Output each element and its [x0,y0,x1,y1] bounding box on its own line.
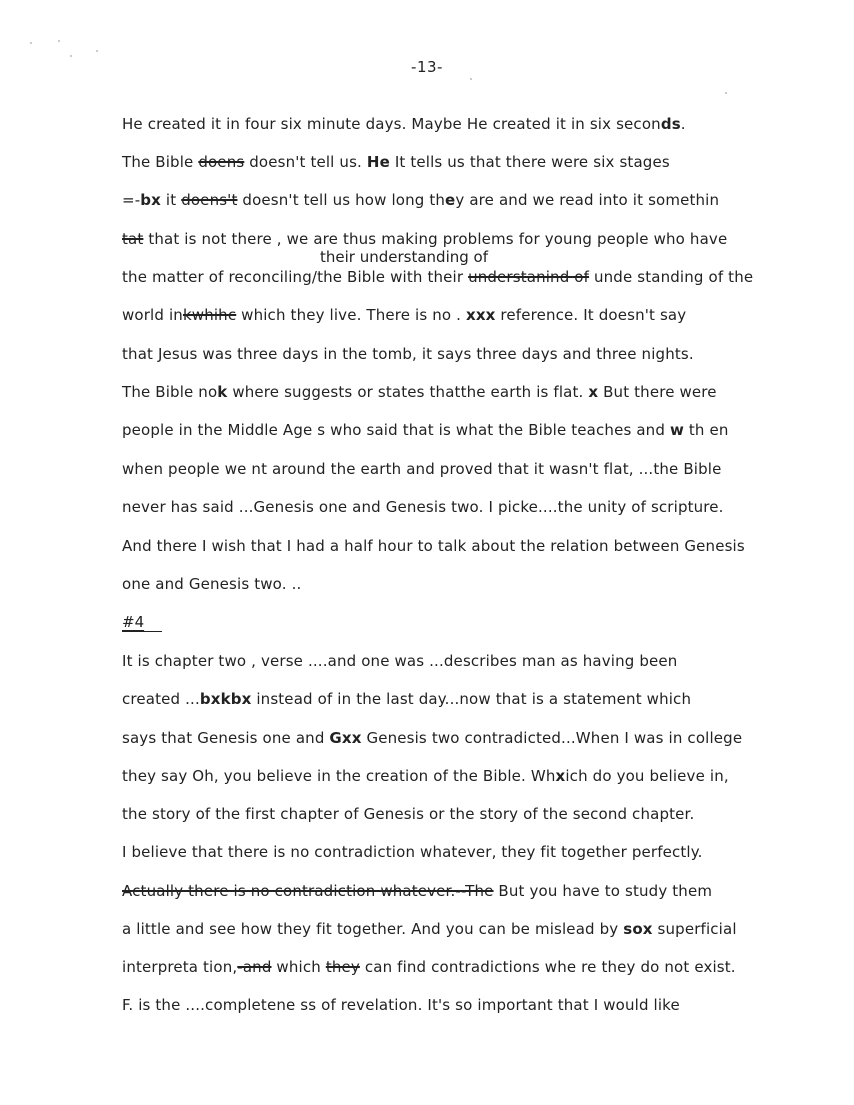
text-line-3: =-bx it doens't doesn't tell us how long they are and we read into it somethin [122,191,720,209]
text-line-21: a little and see how they fit together. And you can be mislead by sox superficial [122,920,737,938]
handwritten-insertion: their understanding of [320,248,488,266]
text-line-22: interpreta tion,-and which they can find contradictions whe re they do not exist. [122,958,736,976]
text-line-20: Actually there is no contradiction whatever.--The But you have to study them [122,882,713,900]
scan-speck [30,42,32,44]
overtyped-text: bxkbx [199,690,252,708]
text-line-8: The Bible nok where suggests or states thatthe earth is flat. x But there were [122,383,717,401]
text-line-5: the matter of reconciling/the Bible with their understanind of unde standing of the [122,268,754,286]
overtyped-text: bx [140,191,161,209]
struck-text: kwhihc [182,306,237,324]
struck-text: -and [237,958,272,976]
text-line-9: people in the Middle Age s who said that is what the Bible teaches and w th en [122,421,729,439]
text-line-2: The Bible doens doesn't tell us. He It tells us that there were six stages [122,153,670,171]
overtyped-text: k [217,383,228,401]
struck-text: doens [198,153,245,171]
text-line-15: created ...bxkbx instead of in the last day...now that is a statement which [122,690,692,708]
scan-speck [96,50,98,52]
overtyped-text: xxx [466,306,496,324]
text-line-19: I believe that there is no contradiction whatever, they fit together perfectly. [122,843,703,861]
scan-speck [470,78,472,80]
text-line-10: when people we nt around the earth and proved that it wasn't flat, ...the Bible [122,460,722,478]
text-line-14: It is chapter two , verse ....and one was ...describes man as having been [122,652,678,670]
text-line-1: He created it in four six minute days. Maybe He created it in six seconds. [122,115,686,133]
text-line-23: F. is the ....completene ss of revelation. It's so important that I would like [122,996,680,1014]
overtyped-text: e [445,191,456,209]
struck-text: they [325,958,360,976]
scan-speck [70,55,72,57]
struck-text: Actually there is no contradiction whatever.--The [122,882,494,900]
struck-text: understanind of [468,268,590,286]
text-line-4: tat that is not there , we are thus making problems for young people who have [122,230,728,248]
page-number: -13- [411,58,443,76]
overtyped-text: sox [623,920,653,938]
text-line-16: says that Genesis one and Gxx Genesis two contradicted...When I was in college [122,729,743,747]
overtyped-text: x [588,383,599,401]
text-line-11: never has said ...Genesis one and Genesis two. I picke....the unity of scripture. [122,498,724,516]
section-marker: #4 [122,613,145,631]
scan-speck [58,40,60,42]
text-line-18: the story of the first chapter of Genesis or the story of the second chapter. [122,805,695,823]
overtyped-text: Gxx [329,729,362,747]
struck-text: doens't [181,191,238,209]
section-underline [122,631,162,632]
text-line-7: that Jesus was three days in the tomb, it says three days and three nights. [122,345,694,363]
overtyped-text: x [555,767,566,785]
text-line-17: they say Oh, you believe in the creation of the Bible. Whxich do you believe in, [122,767,729,785]
overtyped-text: He [366,153,390,171]
overtyped-text: w [669,421,684,439]
text-line-12: And there I wish that I had a half hour to talk about the relation between Genesis [122,537,745,555]
text-line-6: world inkwhihc which they live. There is no . xxx reference. It doesn't say [122,306,687,324]
struck-text: tat [122,230,144,248]
text-line-13: one and Genesis two. .. [122,575,302,593]
scan-speck [725,92,727,94]
